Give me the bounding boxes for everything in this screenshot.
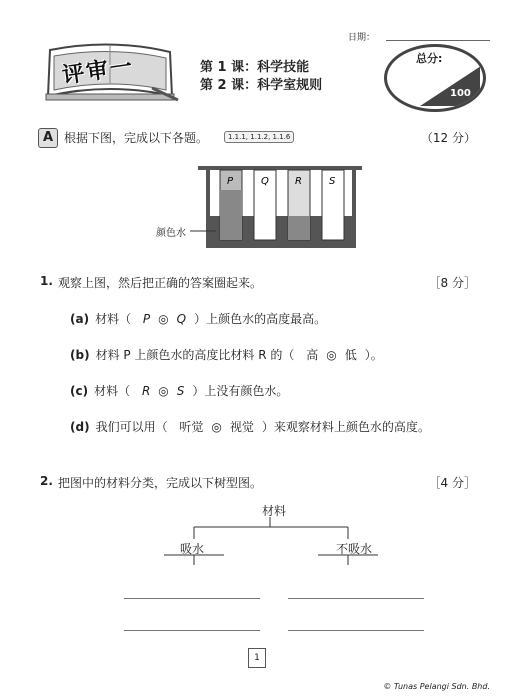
tree-branch-right: 不吸水	[336, 542, 373, 556]
option-separator: ◎	[326, 348, 337, 362]
tree-branch-left: 吸水	[180, 542, 205, 556]
assessment-badge-title: 评审一	[60, 54, 136, 89]
option-1[interactable]: 听觉	[179, 420, 204, 434]
q1-number: 1.	[40, 274, 53, 288]
strip-label: S	[329, 176, 336, 187]
option-2[interactable]: S	[176, 384, 185, 398]
item-label: (a)	[70, 312, 90, 326]
q1-item: (b) 材料 P 上颜色水的高度比材料 R 的（ 高 ◎ 低 ）。	[70, 348, 383, 362]
q2-text: 把图中的材料分类，完成以下树型图。	[58, 476, 263, 490]
option-2[interactable]: 低	[344, 348, 357, 362]
answer-line-right-1[interactable]	[288, 598, 424, 599]
option-1[interactable]: 高	[306, 348, 319, 362]
option-1[interactable]: R	[141, 384, 151, 398]
absorption-diagram	[150, 160, 370, 255]
q2-number: 2.	[40, 474, 53, 488]
option-2[interactable]: 视觉	[229, 420, 254, 434]
q1-item: (c) 材料（ R ◎ S ）上没有颜色水。	[70, 384, 289, 398]
strip-label: Q	[261, 176, 269, 187]
q1-item: (a) 材料（ P ◎ Q ）上颜色水的高度最高。	[70, 312, 327, 326]
answer-line-right-2[interactable]	[288, 630, 424, 631]
option-separator: ◎	[211, 420, 222, 434]
lesson-2-title: 第 2 课：科学室规则	[200, 78, 323, 93]
page-number: 1	[248, 648, 266, 668]
date-label: 日期：	[348, 33, 376, 43]
copyright: © Tunas Pelangi Sdn. Bhd.	[383, 682, 490, 691]
total-score-label: 总分:	[416, 52, 443, 65]
water-label: 颜色水	[156, 228, 186, 239]
support-bar	[198, 166, 362, 170]
q2-marks: ［4 分］	[428, 476, 476, 490]
standard-codes: 1.1.1, 1.1.2, 1.1.6	[224, 131, 294, 143]
date-line	[386, 40, 490, 41]
item-label: (b)	[70, 348, 90, 362]
strip-label: P	[227, 176, 234, 187]
option-separator: ◎	[158, 384, 169, 398]
section-instruction: 根据下图，完成以下各题。	[64, 131, 209, 145]
answer-line-left-1[interactable]	[124, 598, 260, 599]
answer-line-left-2[interactable]	[124, 630, 260, 631]
total-score-value: 100	[450, 88, 471, 99]
item-label: (d)	[70, 420, 90, 434]
section-marks: （12 分）	[420, 131, 476, 145]
q1-marks: ［8 分］	[428, 276, 476, 290]
item-label: (c)	[70, 384, 89, 398]
option-2[interactable]: Q	[176, 312, 187, 326]
q1-text: 观察上图，然后把正确的答案圈起来。	[58, 276, 263, 290]
lesson-1-title: 第 1 课：科学技能	[200, 60, 310, 75]
option-1[interactable]: P	[142, 312, 151, 326]
tree-root: 材料	[262, 504, 287, 518]
q1-item: (d) 我们可以用（ 听觉 ◎ 视觉 ）来观察材料上颜色水的高度。	[70, 420, 430, 434]
strip-label: R	[295, 176, 302, 187]
section-letter-badge: A	[38, 128, 58, 148]
option-separator: ◎	[158, 312, 169, 326]
